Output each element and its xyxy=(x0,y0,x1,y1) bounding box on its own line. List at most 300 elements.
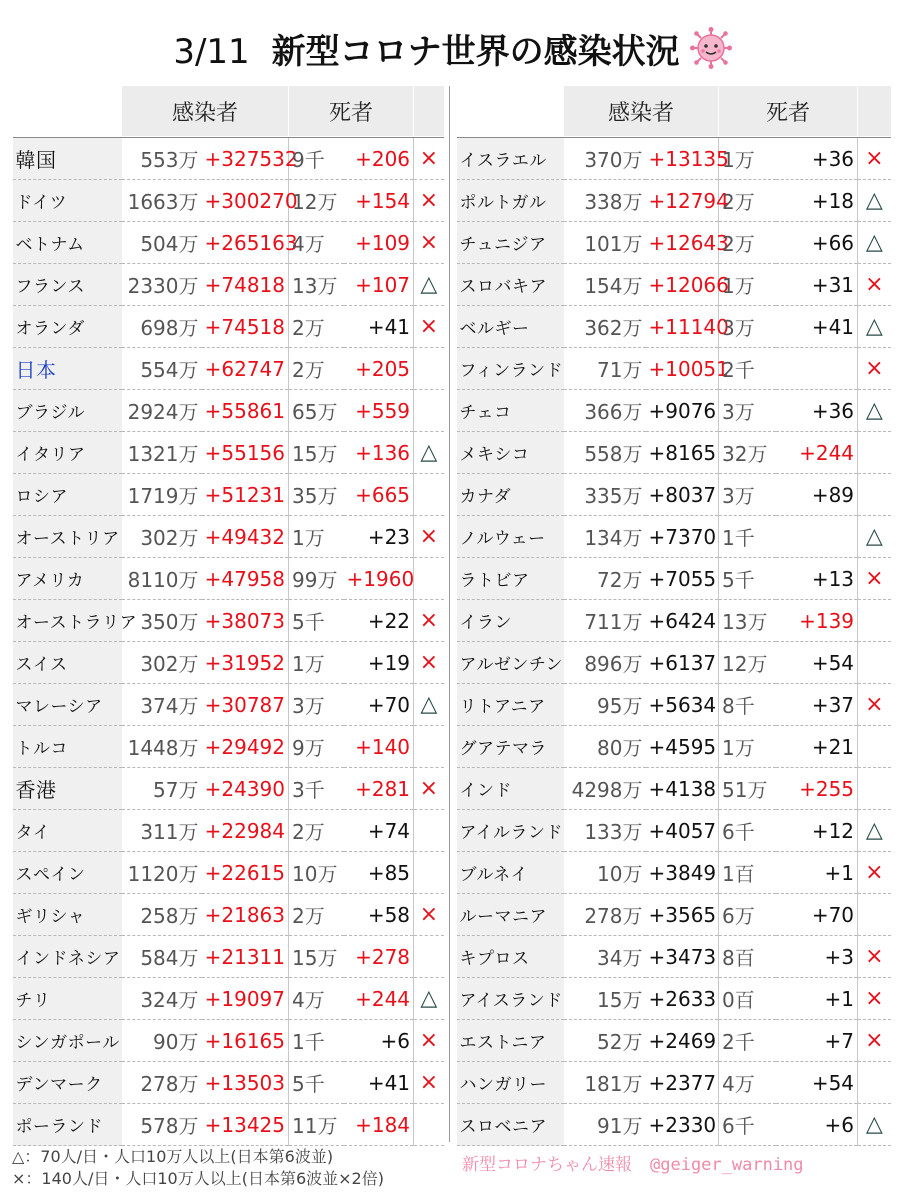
country-name: 日本 xyxy=(13,348,122,390)
alert-mark: △ xyxy=(414,432,444,474)
deaths-increase: +70 xyxy=(776,894,858,936)
country-name: ブラジル xyxy=(13,390,122,432)
table-row xyxy=(457,138,891,180)
table-row xyxy=(13,390,444,432)
deaths-increase: +41 xyxy=(344,306,414,348)
page-title xyxy=(0,22,905,82)
legend-notes xyxy=(12,1146,384,1190)
alert-mark: × xyxy=(858,138,891,180)
country-name: アイルランド xyxy=(457,810,564,852)
alert-mark: × xyxy=(858,684,891,726)
infected-total: 72万 xyxy=(564,558,646,600)
infected-total: 4298万 xyxy=(564,768,646,810)
table-row xyxy=(13,642,444,684)
alert-mark xyxy=(858,1062,891,1104)
infected-increase: +12794 xyxy=(646,180,719,222)
header-mark-blank xyxy=(414,86,444,136)
country-name: デンマーク xyxy=(13,1062,122,1104)
infected-total: 335万 xyxy=(564,474,646,516)
table-row xyxy=(457,810,891,852)
infected-increase: +2469 xyxy=(646,1020,719,1062)
infected-total: 558万 xyxy=(564,432,646,474)
infected-total: 302万 xyxy=(122,642,202,684)
deaths-increase: +140 xyxy=(344,726,414,768)
deaths-total: 1万 xyxy=(719,726,776,768)
table-row xyxy=(13,894,444,936)
country-name: アルゼンチン xyxy=(457,642,564,684)
table-row xyxy=(13,180,444,222)
table-row xyxy=(13,1020,444,1062)
infected-increase: +3849 xyxy=(646,852,719,894)
country-name: インド xyxy=(457,768,564,810)
infected-increase: +8037 xyxy=(646,474,719,516)
deaths-increase: +184 xyxy=(344,1104,414,1146)
country-name: ノルウェー xyxy=(457,516,564,558)
country-name: ポルトガル xyxy=(457,180,564,222)
infected-total: 57万 xyxy=(122,768,202,810)
deaths-total: 9万 xyxy=(289,726,344,768)
country-name: トルコ xyxy=(13,726,122,768)
table-row xyxy=(457,432,891,474)
infected-increase: +6424 xyxy=(646,600,719,642)
infected-increase: +12643 xyxy=(646,222,719,264)
country-name: ルーマニア xyxy=(457,894,564,936)
country-name: ベトナム xyxy=(13,222,122,264)
alert-mark xyxy=(414,726,444,768)
deaths-increase: +255 xyxy=(776,768,858,810)
alert-mark xyxy=(858,600,891,642)
country-name: インドネシア xyxy=(13,936,122,978)
country-name: シンガポール xyxy=(13,1020,122,1062)
deaths-total: 1千 xyxy=(289,1020,344,1062)
alert-mark xyxy=(858,726,891,768)
infected-total: 34万 xyxy=(564,936,646,978)
alert-mark xyxy=(858,432,891,474)
country-name: チュニジア xyxy=(457,222,564,264)
header-infected: 感染者 xyxy=(122,86,289,136)
deaths-total: 5千 xyxy=(289,600,344,642)
alert-mark: × xyxy=(414,642,444,684)
deaths-total: 11万 xyxy=(289,1104,344,1146)
alert-mark: × xyxy=(858,558,891,600)
table-row xyxy=(13,1104,444,1146)
infected-total: 504万 xyxy=(122,222,202,264)
country-name: チェコ xyxy=(457,390,564,432)
deaths-increase: +154 xyxy=(344,180,414,222)
infected-total: 553万 xyxy=(122,138,202,180)
alert-mark: △ xyxy=(414,978,444,1020)
deaths-increase: +37 xyxy=(776,684,858,726)
infected-increase: +55861 xyxy=(202,390,289,432)
deaths-total: 12万 xyxy=(719,642,776,684)
deaths-total: 2千 xyxy=(719,348,776,390)
deaths-total: 15万 xyxy=(289,936,344,978)
alert-mark: × xyxy=(414,180,444,222)
infected-total: 374万 xyxy=(122,684,202,726)
deaths-total: 2万 xyxy=(719,222,776,264)
infected-increase: +7370 xyxy=(646,516,719,558)
alert-mark: △ xyxy=(858,222,891,264)
infected-total: 1448万 xyxy=(122,726,202,768)
deaths-total: 15万 xyxy=(289,432,344,474)
deaths-increase: +6 xyxy=(344,1020,414,1062)
infected-increase: +327532 xyxy=(202,138,289,180)
country-name: メキシコ xyxy=(457,432,564,474)
deaths-increase: +107 xyxy=(344,264,414,306)
infected-total: 52万 xyxy=(564,1020,646,1062)
deaths-increase: +109 xyxy=(344,222,414,264)
country-name: イラン xyxy=(457,600,564,642)
infected-increase: +19097 xyxy=(202,978,289,1020)
virus-mascot-icon xyxy=(690,27,732,88)
infected-total: 1719万 xyxy=(122,474,202,516)
deaths-total: 51万 xyxy=(719,768,776,810)
alert-mark xyxy=(414,852,444,894)
table-row xyxy=(13,768,444,810)
infected-increase: +300270 xyxy=(202,180,289,222)
infected-increase: +12066 xyxy=(646,264,719,306)
deaths-total: 1千 xyxy=(719,516,776,558)
infected-increase: +3565 xyxy=(646,894,719,936)
infected-increase: +51231 xyxy=(202,474,289,516)
alert-mark xyxy=(858,894,891,936)
deaths-total: 4万 xyxy=(719,1062,776,1104)
infected-increase: +3473 xyxy=(646,936,719,978)
table-row xyxy=(457,558,891,600)
deaths-total: 6万 xyxy=(719,894,776,936)
deaths-total: 2万 xyxy=(289,348,344,390)
alert-mark: △ xyxy=(414,684,444,726)
deaths-increase: +19 xyxy=(344,642,414,684)
deaths-total: 3万 xyxy=(719,306,776,348)
title-main: 新型コロナ世界の感染状況 xyxy=(271,32,680,72)
left-table-body xyxy=(13,136,444,1146)
alert-mark xyxy=(858,642,891,684)
table-row xyxy=(457,936,891,978)
country-name: オーストリア xyxy=(13,516,122,558)
country-name: ラトビア xyxy=(457,558,564,600)
country-name: キプロス xyxy=(457,936,564,978)
note-triangle: △：70人/日・人口10万人以上(日本第6波並) xyxy=(12,1147,334,1166)
deaths-increase: +89 xyxy=(776,474,858,516)
deaths-increase: +278 xyxy=(344,936,414,978)
infected-increase: +13503 xyxy=(202,1062,289,1104)
country-name: グアテマラ xyxy=(457,726,564,768)
infected-total: 258万 xyxy=(122,894,202,936)
alert-mark: × xyxy=(858,348,891,390)
infected-total: 101万 xyxy=(564,222,646,264)
alert-mark: △ xyxy=(858,1104,891,1146)
deaths-increase: +7 xyxy=(776,1020,858,1062)
deaths-increase: +1 xyxy=(776,852,858,894)
alert-mark: × xyxy=(414,516,444,558)
table-row xyxy=(457,1062,891,1104)
infected-increase: +4057 xyxy=(646,810,719,852)
country-name: ブルネイ xyxy=(457,852,564,894)
deaths-total: 5千 xyxy=(289,1062,344,1104)
infected-increase: +13425 xyxy=(202,1104,289,1146)
country-name: 香港 xyxy=(13,768,122,810)
infected-increase: +31952 xyxy=(202,642,289,684)
country-name: ロシア xyxy=(13,474,122,516)
alert-mark: × xyxy=(858,852,891,894)
country-name: アメリカ xyxy=(13,558,122,600)
infected-total: 91万 xyxy=(564,1104,646,1146)
deaths-total: 2千 xyxy=(719,1020,776,1062)
table-row xyxy=(13,306,444,348)
infected-increase: +2377 xyxy=(646,1062,719,1104)
table-row xyxy=(457,180,891,222)
table-row xyxy=(457,264,891,306)
infected-total: 896万 xyxy=(564,642,646,684)
right-table-body xyxy=(457,136,891,1146)
table-row xyxy=(13,222,444,264)
deaths-total: 8千 xyxy=(719,684,776,726)
alert-mark: × xyxy=(414,306,444,348)
table-row xyxy=(457,852,891,894)
alert-mark: × xyxy=(414,1062,444,1104)
country-name: アイスランド xyxy=(457,978,564,1020)
infected-increase: +8165 xyxy=(646,432,719,474)
deaths-increase: +70 xyxy=(344,684,414,726)
country-name: 韓国 xyxy=(13,138,122,180)
table-row xyxy=(457,1104,891,1146)
deaths-total: 10万 xyxy=(289,852,344,894)
deaths-total: 3万 xyxy=(719,390,776,432)
header-country-blank xyxy=(457,86,564,136)
country-name: イスラエル xyxy=(457,138,564,180)
deaths-increase: +66 xyxy=(776,222,858,264)
left-country-table xyxy=(12,86,444,1146)
infected-increase: +30787 xyxy=(202,684,289,726)
infected-total: 15万 xyxy=(564,978,646,1020)
infected-increase: +38073 xyxy=(202,600,289,642)
alert-mark: △ xyxy=(858,516,891,558)
country-name: スロバキア xyxy=(457,264,564,306)
table-row xyxy=(457,684,891,726)
infected-increase: +13135 xyxy=(646,138,719,180)
deaths-increase: +559 xyxy=(344,390,414,432)
infected-increase: +22984 xyxy=(202,810,289,852)
alert-mark: △ xyxy=(858,810,891,852)
country-name: スロベニア xyxy=(457,1104,564,1146)
infected-total: 1120万 xyxy=(122,852,202,894)
deaths-total: 1万 xyxy=(289,516,344,558)
table-row xyxy=(13,558,444,600)
deaths-increase: +139 xyxy=(776,600,858,642)
table-row xyxy=(457,348,891,390)
deaths-total: 2万 xyxy=(289,810,344,852)
note-cross: ×：140人/日・人口10万人以上(日本第6波並×2倍) xyxy=(12,1169,384,1188)
deaths-increase: +281 xyxy=(344,768,414,810)
title-date: 3/11 xyxy=(173,32,250,72)
infected-increase: +265163 xyxy=(202,222,289,264)
deaths-increase: +54 xyxy=(776,642,858,684)
deaths-total: 2万 xyxy=(719,180,776,222)
deaths-increase: +136 xyxy=(344,432,414,474)
deaths-total: 3万 xyxy=(719,474,776,516)
table-row xyxy=(13,432,444,474)
alert-mark xyxy=(414,390,444,432)
table-row xyxy=(457,306,891,348)
country-name: フランス xyxy=(13,264,122,306)
infected-increase: +21311 xyxy=(202,936,289,978)
deaths-total: 13万 xyxy=(289,264,344,306)
table-row xyxy=(457,642,891,684)
infected-increase: +24390 xyxy=(202,768,289,810)
deaths-increase: +36 xyxy=(776,390,858,432)
country-name: スペイン xyxy=(13,852,122,894)
deaths-increase: +85 xyxy=(344,852,414,894)
deaths-total: 4万 xyxy=(289,978,344,1020)
country-name: オーストラリア xyxy=(13,600,122,642)
deaths-total: 5千 xyxy=(719,558,776,600)
table-row xyxy=(13,516,444,558)
deaths-total: 13万 xyxy=(719,600,776,642)
infected-increase: +5634 xyxy=(646,684,719,726)
infected-total: 711万 xyxy=(564,600,646,642)
infected-increase: +16165 xyxy=(202,1020,289,1062)
deaths-total: 35万 xyxy=(289,474,344,516)
deaths-total: 3万 xyxy=(289,684,344,726)
table-row xyxy=(457,894,891,936)
infected-total: 8110万 xyxy=(122,558,202,600)
deaths-total: 8百 xyxy=(719,936,776,978)
country-name: オランダ xyxy=(13,306,122,348)
table-header-row xyxy=(457,86,891,136)
table-row xyxy=(457,474,891,516)
infected-increase: +4595 xyxy=(646,726,719,768)
infected-total: 134万 xyxy=(564,516,646,558)
table-row xyxy=(457,768,891,810)
country-name: エストニア xyxy=(457,1020,564,1062)
table-row xyxy=(13,978,444,1020)
infected-increase: +4138 xyxy=(646,768,719,810)
table-row xyxy=(13,1062,444,1104)
alert-mark: × xyxy=(858,1020,891,1062)
credit xyxy=(462,1150,822,1175)
deaths-total: 99万 xyxy=(289,558,344,600)
deaths-total: 12万 xyxy=(289,180,344,222)
alert-mark xyxy=(414,558,444,600)
deaths-increase: +22 xyxy=(344,600,414,642)
table-row xyxy=(457,600,891,642)
deaths-increase: +23 xyxy=(344,516,414,558)
infected-increase: +11140 xyxy=(646,306,719,348)
infected-total: 2924万 xyxy=(122,390,202,432)
deaths-total: 6千 xyxy=(719,1104,776,1146)
table-row xyxy=(457,726,891,768)
deaths-increase xyxy=(776,516,858,558)
alert-mark: × xyxy=(414,138,444,180)
table-row xyxy=(13,810,444,852)
country-name: スイス xyxy=(13,642,122,684)
infected-increase: +10051 xyxy=(646,348,719,390)
credit-name: 新型コロナちゃん速報 xyxy=(462,1155,632,1175)
table-row xyxy=(457,978,891,1020)
infected-total: 1321万 xyxy=(122,432,202,474)
infected-total: 578万 xyxy=(122,1104,202,1146)
infected-total: 362万 xyxy=(564,306,646,348)
country-name: カナダ xyxy=(457,474,564,516)
center-divider xyxy=(449,86,450,1142)
deaths-increase: +13 xyxy=(776,558,858,600)
header-deaths: 死者 xyxy=(719,86,858,136)
deaths-increase: +58 xyxy=(344,894,414,936)
alert-mark: × xyxy=(414,768,444,810)
deaths-increase: +244 xyxy=(776,432,858,474)
infected-increase: +21863 xyxy=(202,894,289,936)
infected-total: 698万 xyxy=(122,306,202,348)
deaths-increase: +206 xyxy=(344,138,414,180)
country-name: ハンガリー xyxy=(457,1062,564,1104)
alert-mark: △ xyxy=(858,180,891,222)
infected-total: 181万 xyxy=(564,1062,646,1104)
alert-mark: △ xyxy=(414,264,444,306)
deaths-increase: +74 xyxy=(344,810,414,852)
table-row xyxy=(13,600,444,642)
deaths-total: 1万 xyxy=(719,138,776,180)
deaths-increase: +31 xyxy=(776,264,858,306)
infected-total: 80万 xyxy=(564,726,646,768)
alert-mark: × xyxy=(414,894,444,936)
alert-mark xyxy=(858,768,891,810)
infected-total: 370万 xyxy=(564,138,646,180)
header-deaths: 死者 xyxy=(289,86,414,136)
infected-total: 278万 xyxy=(122,1062,202,1104)
country-name: ベルギー xyxy=(457,306,564,348)
deaths-increase: +21 xyxy=(776,726,858,768)
deaths-total: 6千 xyxy=(719,810,776,852)
deaths-increase: +244 xyxy=(344,978,414,1020)
deaths-increase: +41 xyxy=(776,306,858,348)
infected-total: 311万 xyxy=(122,810,202,852)
alert-mark: × xyxy=(414,222,444,264)
table-row xyxy=(13,726,444,768)
infected-increase: +7055 xyxy=(646,558,719,600)
deaths-increase: +205 xyxy=(344,348,414,390)
deaths-increase: +41 xyxy=(344,1062,414,1104)
infected-increase: +29492 xyxy=(202,726,289,768)
country-name: ギリシャ xyxy=(13,894,122,936)
infected-total: 554万 xyxy=(122,348,202,390)
country-name: ポーランド xyxy=(13,1104,122,1146)
deaths-increase: +665 xyxy=(344,474,414,516)
infected-increase: +55156 xyxy=(202,432,289,474)
infected-total: 133万 xyxy=(564,810,646,852)
credit-handle: @geiger_warning xyxy=(650,1155,804,1175)
alert-mark: × xyxy=(858,978,891,1020)
header-mark-blank xyxy=(858,86,891,136)
infected-total: 366万 xyxy=(564,390,646,432)
infected-total: 2330万 xyxy=(122,264,202,306)
deaths-increase: +6 xyxy=(776,1104,858,1146)
alert-mark xyxy=(414,348,444,390)
deaths-increase: +18 xyxy=(776,180,858,222)
infected-total: 350万 xyxy=(122,600,202,642)
table-row xyxy=(13,684,444,726)
deaths-total: 32万 xyxy=(719,432,776,474)
infected-total: 338万 xyxy=(564,180,646,222)
alert-mark xyxy=(414,474,444,516)
deaths-increase: +54 xyxy=(776,1062,858,1104)
deaths-total: 1万 xyxy=(719,264,776,306)
deaths-increase xyxy=(776,348,858,390)
country-name: ドイツ xyxy=(13,180,122,222)
right-country-table xyxy=(456,86,891,1146)
header-country-blank xyxy=(13,86,122,136)
deaths-increase: +1 xyxy=(776,978,858,1020)
